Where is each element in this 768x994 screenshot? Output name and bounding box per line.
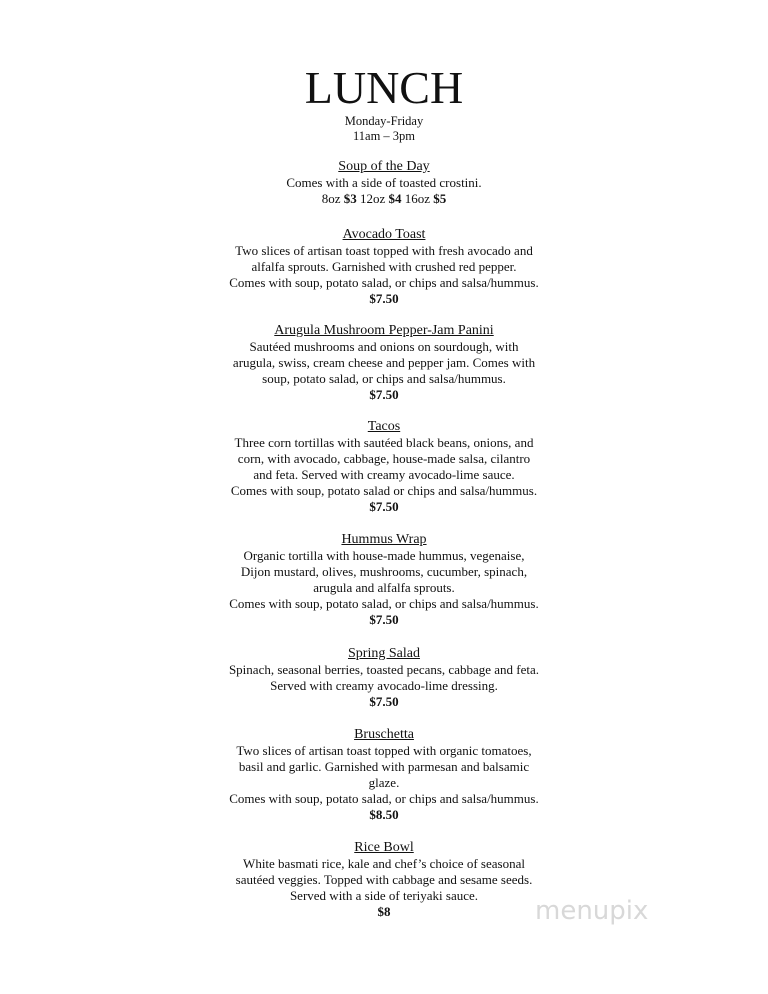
item-desc-line: Comes with soup, potato salad, or chips and salsa/hummus. bbox=[229, 790, 539, 806]
item-desc-line: basil and garlic. Garnished with parmesan and balsamic bbox=[238, 758, 530, 774]
item-desc-line: Two slices of artisan toast topped with fresh avocado and bbox=[235, 242, 533, 258]
item-desc-line: Spinach, seasonal berries, toasted pecans, cabbage and feta. bbox=[228, 661, 540, 677]
item-desc-line: soup, potato salad, or chips and salsa/hummus. bbox=[262, 370, 506, 386]
item-desc-line: corn, with avocado, cabbage, house-made salsa, cilantro bbox=[237, 450, 531, 466]
menu-item bbox=[0, 727, 768, 822]
size-price: $4 bbox=[388, 190, 402, 206]
item-desc-line: arugula and alfalfa sprouts. bbox=[313, 579, 455, 595]
item-desc-line: Served with creamy avocado-lime dressing. bbox=[270, 677, 498, 693]
item-desc-line: White basmati rice, kale and chef’s choice of seasonal bbox=[243, 855, 525, 871]
menu-item bbox=[0, 840, 768, 920]
hours: 11am – 3pm bbox=[352, 129, 416, 143]
size-price: $5 bbox=[433, 190, 447, 206]
soup-sizes bbox=[0, 191, 768, 207]
menu-item bbox=[0, 532, 768, 627]
item-name: Hummus Wrap bbox=[341, 532, 427, 547]
item-price: $8 bbox=[377, 903, 391, 919]
item-name: Rice Bowl bbox=[354, 840, 414, 855]
item-price: $8.50 bbox=[369, 806, 399, 822]
item-desc-line: sautéed veggies. Topped with cabbage and sesame seeds. bbox=[235, 871, 533, 887]
item-desc-line: arugula, swiss, cream cheese and pepper jam. Comes with bbox=[232, 354, 536, 370]
item-desc-line: Two slices of artisan toast topped with organic tomatoes, bbox=[236, 742, 532, 758]
item-desc-line: Sautéed mushrooms and onions on sourdough, with bbox=[249, 338, 519, 354]
size: 12oz bbox=[359, 190, 386, 206]
size: 16oz bbox=[404, 190, 431, 206]
item-price: $7.50 bbox=[369, 386, 399, 402]
item-price: $7.50 bbox=[369, 693, 399, 709]
menu-item-soup bbox=[0, 159, 768, 207]
item-desc-line: Dijon mustard, olives, mushrooms, cucumber, spinach, bbox=[240, 563, 528, 579]
item-name: Soup of the Day bbox=[338, 159, 430, 174]
item-desc: Comes with a side of toasted crostini. bbox=[286, 174, 482, 190]
menu-item bbox=[0, 227, 768, 307]
menu-item bbox=[0, 419, 768, 514]
item-desc-line: Served with a side of teriyaki sauce. bbox=[289, 887, 479, 903]
item-name: Arugula Mushroom Pepper-Jam Panini bbox=[274, 323, 494, 338]
item-desc-line: Comes with soup, potato salad or chips and salsa/hummus. bbox=[230, 482, 538, 498]
item-desc-line: glaze. bbox=[368, 774, 400, 790]
item-name: Tacos bbox=[367, 419, 401, 434]
size-price: $3 bbox=[343, 190, 357, 206]
item-desc-line: Three corn tortillas with sautéed black beans, onions, and bbox=[234, 434, 534, 450]
item-desc-line: Comes with soup, potato salad, or chips and salsa/hummus. bbox=[229, 274, 539, 290]
item-name: Spring Salad bbox=[348, 646, 420, 661]
menu-title: LUNCH bbox=[304, 62, 464, 113]
item-price: $7.50 bbox=[369, 290, 399, 306]
menu-item bbox=[0, 323, 768, 403]
item-desc-line: and feta. Served with creamy avocado-lime sauce. bbox=[253, 466, 515, 482]
days: Monday-Friday bbox=[344, 114, 424, 128]
item-name: Avocado Toast bbox=[342, 227, 426, 242]
menupix-watermark: menupix bbox=[535, 896, 649, 926]
size: 8oz bbox=[321, 190, 341, 206]
item-price: $7.50 bbox=[369, 498, 399, 514]
item-desc-line: Organic tortilla with house-made hummus, vegenaise, bbox=[243, 547, 525, 563]
item-desc-line: Comes with soup, potato salad, or chips and salsa/hummus. bbox=[229, 595, 539, 611]
menu-item bbox=[0, 646, 768, 710]
item-desc-line: alfalfa sprouts. Garnished with crushed red pepper. bbox=[251, 258, 517, 274]
item-name: Bruschetta bbox=[354, 727, 414, 742]
item-price: $7.50 bbox=[369, 611, 399, 627]
